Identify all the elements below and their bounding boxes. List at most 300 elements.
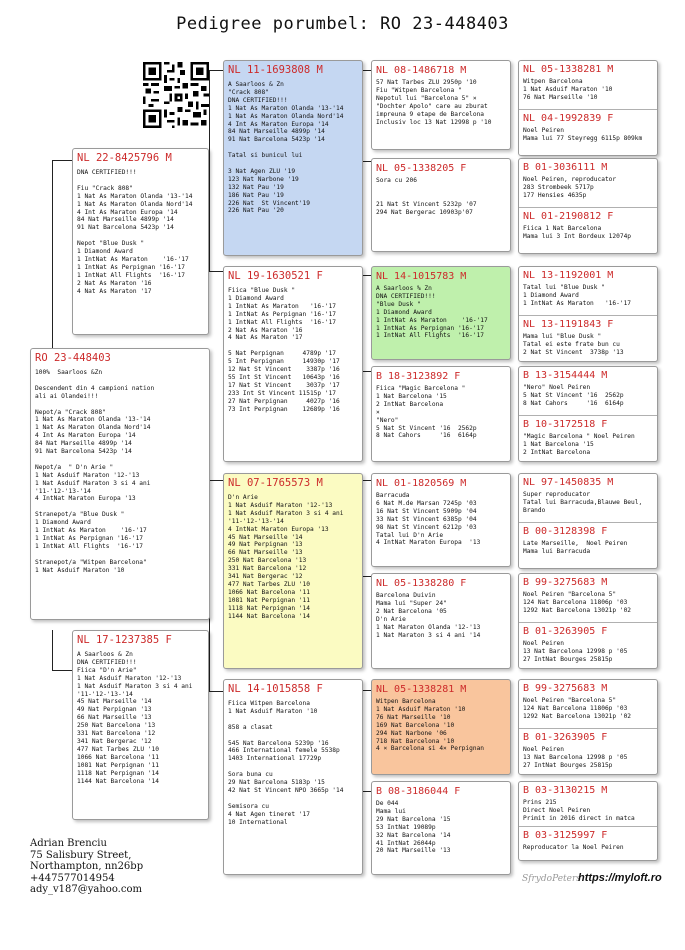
detail-line: 1 IntNat As Perpignan '16-'17 — [376, 324, 485, 332]
detail-line: Barcelona Duivin — [376, 592, 436, 599]
detail-line: 477 Nat Tarbes ZLU '10 — [77, 745, 159, 753]
detail-line: Noel Peiren "Barcelona 5" — [523, 591, 617, 598]
ring-number: NL 13-1192001 M — [523, 270, 614, 281]
detail-line — [228, 716, 358, 724]
detail-line: 20 Nat Marseille '13 — [376, 847, 451, 855]
detail-line: Sora buna cu — [228, 771, 273, 779]
card-details — [523, 78, 653, 102]
ring-number: B 99-3275683 M — [523, 683, 608, 694]
detail-line: 1 Nat As Maraton Olanda '13-'14 — [228, 104, 344, 112]
pedigree-card-g4[interactable] — [519, 267, 657, 315]
detail-line: A Saarloos % Zn — [376, 285, 432, 292]
detail-line: 1 IntNat As Maraton '16-'17 — [376, 316, 488, 324]
pedigree-card-g4[interactable] — [519, 367, 657, 415]
detail-line: 13 Nat Barcelona 12998 p '05 — [523, 647, 628, 655]
detail-line: Stranepot/a "Blue Dusk " — [35, 511, 125, 519]
detail-line: D'n Arie — [228, 494, 258, 501]
detail-line: "Crack 808" — [228, 88, 269, 96]
card-details — [523, 540, 653, 556]
detail-line: A Saarloos & Zn — [228, 81, 284, 88]
detail-line: Fiu "Crack 808" — [77, 184, 133, 192]
detail-line: Prins 215 — [523, 799, 557, 806]
detail-line: 1118 Nat Perpignan '14 — [228, 604, 310, 612]
detail-line: Reproducator la Noel Peiren — [523, 844, 624, 851]
detail-line: Nepot/a " D'n Arie " — [35, 463, 114, 471]
detail-line — [228, 763, 358, 771]
detail-line: 27 IntNat Bourges 25815p — [523, 761, 613, 769]
pedigree-card-sdd[interactable] — [371, 366, 511, 462]
pedigree-card-sire-dam[interactable] — [223, 266, 363, 462]
detail-line: 91 Nat Barcelona 5423p '14 — [77, 224, 174, 232]
ring-number: NL 11-1693808 M — [228, 64, 323, 76]
card-details — [228, 494, 358, 621]
detail-line: Fiica 1 Nat Barcelona — [523, 225, 602, 232]
detail-line: 91 Nat Barcelona 5423p '14 — [228, 136, 325, 144]
detail-line: 294 Nat Narbone '06 — [376, 729, 447, 737]
detail-line: 1 Nat Maraton Olanda '12-'13 — [376, 623, 481, 631]
pedigree-card-g4[interactable] — [519, 109, 657, 156]
detail-line: 91 Nat Barcelona 5423p '14 — [35, 448, 132, 456]
detail-line: 49 Nat Perpignan '13 — [228, 541, 303, 549]
ring-number: B 99-3275683 M — [523, 577, 608, 588]
detail-line: 3 Nat Agen ZLU '19 — [228, 167, 296, 175]
detail-line: DNA CERTIFIED!!! — [77, 658, 137, 666]
detail-line: 33 Nat St Vincent 6385p '04 — [376, 515, 477, 523]
detail-line: 1 Diamond Award — [35, 519, 91, 527]
detail-line: 1144 Nat Barcelona '14 — [228, 612, 310, 620]
detail-line: 5 Nat St Vincent '16 2562p — [376, 424, 477, 432]
ring-number: NL 14-1015783 M — [376, 271, 467, 282]
detail-line: Noel Peiren, reproducator — [523, 176, 617, 183]
detail-line: 17 Nat St Vincent 3037p '17 — [228, 381, 340, 389]
connector-line — [52, 160, 73, 349]
connector-line — [209, 480, 224, 692]
detail-line: 1144 Nat Barcelona '14 — [77, 777, 159, 785]
detail-line: 1 Nat Asduif Maraton '12-'13 — [35, 471, 140, 479]
ring-number: NL 01-2190812 F — [523, 211, 614, 222]
detail-line: 294 Nat Bergerac 10903p'07 — [376, 208, 473, 216]
detail-line: Fiu "Witpen Barcelona " — [376, 86, 462, 94]
detail-line: "Nero" Noel Peiren — [523, 384, 591, 391]
card-details — [523, 284, 653, 308]
detail-line: 477 Nat Tarbes ZLU '10 — [228, 580, 310, 588]
ring-number: NL 05-1338281 M — [376, 684, 467, 695]
detail-line: 1 Nat As Maraton Olanda Nord'14 — [35, 424, 151, 432]
pedigree-card-g4[interactable] — [519, 826, 657, 861]
detail-line: 27 IntNat Bourges 25815p — [523, 655, 613, 663]
detail-line: Fiica "Magic Barcelona " — [376, 385, 466, 392]
pedigree-card-g4[interactable] — [519, 474, 657, 522]
detail-line — [35, 401, 205, 409]
detail-line: 132 Nat Pau '19 — [228, 183, 284, 191]
detail-line: 1 IntNat As Maraton '16-'17 — [35, 527, 147, 535]
detail-line: "Blue Dusk " — [376, 300, 421, 308]
detail-line: 100% Saarloos &Zn — [35, 369, 103, 376]
detail-line: 41 IntNat 26044p — [376, 839, 436, 847]
detail-line: 331 Nat Barcelona '12 — [228, 565, 307, 573]
detail-line: "Nero" — [376, 416, 399, 424]
detail-line: 1 IntNat As Maraton '16-'17 — [228, 302, 337, 310]
detail-line: Tatal lui D'n Arie — [376, 531, 444, 539]
detail-line: 1 Diamond Award — [376, 308, 432, 316]
detail-line: 466 International femele 5538p — [228, 747, 340, 755]
detail-line: 16 Nat St Vincent 5909p '04 — [376, 507, 477, 515]
detail-line — [228, 732, 358, 740]
detail-line: Fiica "Blue Dusk " — [228, 287, 296, 294]
detail-line — [228, 795, 358, 803]
detail-line: 331 Nat Barcelona '12 — [77, 730, 156, 738]
card-details — [77, 651, 204, 785]
pedigree-card-g4[interactable] — [519, 728, 657, 775]
detail-line: 12 Nat St Vincent 3387p '16 — [228, 366, 340, 374]
ring-number: NL 08-1486718 M — [376, 65, 467, 76]
detail-line: Witpen Barcelona — [523, 78, 583, 85]
card-details — [376, 79, 506, 126]
card-details — [523, 640, 653, 664]
ring-number: B 10-3172518 F — [523, 419, 608, 430]
card-details — [376, 285, 506, 340]
detail-line — [35, 503, 205, 511]
pedigree-pair — [518, 60, 658, 156]
detail-line: 858 a clasat — [228, 723, 273, 731]
detail-line: Noel Peiren — [523, 640, 564, 647]
detail-line: 1 Nat As Maraton Olanda '13-'14 — [35, 416, 151, 424]
detail-line: 4 × Barcelona si 4× Perpignan — [376, 745, 485, 753]
card-details — [376, 592, 506, 639]
ring-number: NL 17-1237385 F — [77, 634, 172, 646]
detail-line: 1066 Nat Barcelona '11 — [228, 588, 310, 596]
detail-line: Primit in 2016 direct in matca — [523, 814, 635, 822]
card-details — [523, 697, 653, 721]
detail-line — [228, 160, 358, 168]
detail-line: 4 Int As Maraton Europa '14 — [228, 120, 329, 128]
pedigree-card-g4[interactable] — [519, 415, 657, 462]
detail-line: Late Marseille, Noel Peiren — [523, 540, 628, 547]
detail-line: 1 Nat Asduif Maraton 3 si 4 ani — [228, 509, 344, 517]
detail-line: Tatal si bunicul lui — [228, 152, 303, 160]
detail-line: 1 IntNat All Flights '16-'17 — [376, 332, 485, 340]
detail-line: 2 Nat Barcelona '05 — [376, 607, 447, 615]
card-details — [376, 492, 506, 547]
detail-line: 250 Nat Barcelona '13 — [77, 722, 156, 730]
card-details — [523, 225, 653, 241]
detail-line: 124 Nat Barcelona 11806p '03 — [523, 598, 628, 606]
detail-line: Direct Noel Peiren — [523, 806, 591, 814]
detail-line: 1 Nat As Maraton Olanda Nord'14 — [228, 112, 344, 120]
website-link[interactable]: https://myloft.ro — [578, 872, 662, 884]
ring-number: B 03-3125997 F — [523, 830, 608, 841]
detail-line: 98 Nat St Vincent 6212p '03 — [376, 523, 477, 531]
detail-line: 53 IntNat 19089p — [376, 823, 436, 831]
owner-contact — [30, 838, 143, 896]
detail-line: Mama lui — [376, 807, 406, 815]
ring-number: B 01-3036111 M — [523, 162, 608, 173]
detail-line: 1 IntNat As Perpignan '16-'17 — [228, 310, 337, 318]
detail-line: 8 Nat Cahors '16 6164p — [376, 432, 477, 440]
detail-line: 226 Nat St Vincent'19 — [228, 199, 310, 207]
detail-line: Inclusiv loc 13 Nat 12998 p '10 — [376, 118, 492, 126]
detail-line: 55 Int St Vincent 10643p '16 — [228, 373, 340, 381]
card-details — [376, 385, 506, 440]
detail-line: 1 Nat Barcelona '15 — [523, 440, 594, 448]
detail-line: 233 Int St Vincent 11515p '17 — [228, 389, 337, 397]
pedigree-pair — [518, 473, 658, 569]
detail-line: 27 Nat Perpignan 4027p '16 — [228, 397, 340, 405]
page-title: Pedigree porumbel: RO 23-448403 — [176, 14, 509, 34]
pedigree-pair — [518, 679, 658, 775]
detail-line: 1 IntNat As Perpignan '16-'17 — [35, 534, 144, 542]
detail-line: 29 Nat Barcelona 5183p '15 — [228, 779, 325, 787]
ring-number: NL 14-1015858 F — [228, 683, 323, 695]
detail-line: ali ai Olandei!!! — [35, 392, 99, 400]
card-details — [35, 369, 205, 574]
detail-line: 1 Nat Asduif Maraton '10 — [35, 566, 125, 574]
ring-number: B 01-3263905 F — [523, 626, 608, 637]
detail-line: "Magic Barcelona " Noel Peiren — [523, 433, 635, 440]
detail-line: Nepot/a "Crack 808" — [35, 408, 106, 416]
detail-line: 1 IntNat All Flights '16-'17 — [77, 271, 186, 279]
owner-name: Adrian Brenciu — [30, 838, 107, 849]
card-details — [523, 384, 653, 408]
detail-line: '11-'12-'13-'14 — [228, 517, 284, 525]
pedigree-card-g4[interactable] — [519, 207, 657, 254]
detail-line: Mama lui 3 Int Bordeux 12074p — [523, 232, 632, 240]
ring-number: B 01-3263905 F — [523, 732, 608, 743]
pedigree-card-sss[interactable] — [371, 60, 511, 150]
pedigree-card-g4[interactable] — [519, 782, 657, 826]
qr-code-icon — [143, 62, 209, 128]
detail-line: 4 Int As Maraton Europa '14 — [35, 432, 136, 440]
ring-number: NL 01-1820569 M — [376, 478, 467, 489]
detail-line: 1 IntNat As Maraton '16-'17 — [77, 255, 189, 263]
pedigree-card-dss[interactable] — [371, 473, 511, 567]
card-details — [523, 127, 653, 143]
detail-line: 2 Nat As Maraton '16 — [77, 279, 152, 287]
detail-line: 1 Diamond Award — [523, 291, 579, 299]
detail-line: 1 Nat Asduif Maraton '10 — [376, 705, 466, 713]
ring-number: NL 13-1191843 F — [523, 319, 614, 330]
detail-line: 250 Nat Barcelona '13 — [228, 557, 307, 565]
detail-line: 1 Nat Asduif Maraton 3 si 4 ani — [77, 682, 193, 690]
detail-line: 10 International — [228, 818, 288, 826]
detail-line: "Dochter Apolo" care au zburat — [376, 102, 488, 110]
ring-number: B 18-3123892 F — [376, 371, 461, 382]
pedigree-card-dam-sire[interactable] — [223, 473, 363, 669]
detail-line: 4 IntNat Maraton Europa '13 — [376, 539, 481, 547]
detail-line — [77, 232, 204, 240]
detail-line: 76 Nat Marseille '10 — [523, 93, 598, 101]
detail-line: 226 Nat Pau '20 — [228, 207, 284, 215]
detail-line: 186 Nat Pau '19 — [228, 191, 284, 199]
detail-line: Brando — [523, 506, 546, 514]
ring-number: NL 22-8425796 M — [77, 152, 172, 164]
owner-address: 75 Salisbury Street, — [30, 849, 132, 861]
detail-line: 1 Diamond Award — [228, 294, 284, 302]
signature: SfrydoPeters — [522, 874, 581, 884]
detail-line: 5 Nat Perpignan 4789p '17 — [228, 350, 337, 358]
detail-line: 32 Nat Barcelona '14 — [376, 831, 451, 839]
detail-line: 545 Nat Barcelona 5239p '16 — [228, 739, 329, 747]
detail-line: DNA CERTIFIED!!! — [77, 169, 137, 176]
detail-line: 1 IntNat All Flights '16-'17 — [228, 318, 337, 326]
ring-number: NL 05-1338205 F — [376, 163, 467, 174]
pedigree-card-sire[interactable] — [72, 148, 209, 335]
detail-line: 84 Nat Marseille 4899p '14 — [228, 128, 325, 136]
detail-line — [228, 144, 358, 152]
detail-line: 66 Nat Marseille '13 — [77, 714, 152, 722]
detail-line: 1 IntNat As Maraton '16-'17 — [523, 299, 632, 307]
detail-line — [376, 193, 506, 201]
detail-line: DNA CERTIFIED!!! — [228, 96, 288, 104]
pedigree-card-subject[interactable] — [30, 348, 210, 620]
card-details — [523, 491, 653, 515]
ring-number: NL 07-1765573 M — [228, 477, 323, 489]
detail-line: 2 Nat St Vincent 3738p '13 — [523, 348, 624, 356]
pedigree-card-dam[interactable] — [72, 630, 209, 820]
card-details — [77, 169, 204, 295]
detail-line: 29 Nat Barcelona '15 — [376, 815, 451, 823]
detail-line: 124 Nat Barcelona 11806p '03 — [523, 704, 628, 712]
detail-line: 57 Nat Tarbes ZLU 2950p '10 — [376, 79, 477, 86]
pedigree-card-sire-sire[interactable] — [223, 60, 363, 256]
detail-line: 8 Nat Cahors '16 6164p — [523, 399, 624, 407]
pedigree-card-dds[interactable] — [371, 679, 511, 775]
detail-line: 73 Int Perpignan 12689p '16 — [228, 405, 340, 413]
detail-line: 6 Nat M.de Marsan 7245p '03 — [376, 499, 477, 507]
connector-line — [209, 70, 224, 272]
card-details — [228, 287, 358, 413]
detail-line: 5 Nat St Vincent '16 2562p — [523, 391, 624, 399]
detail-line: 1066 Nat Barcelona '11 — [77, 753, 159, 761]
detail-line: 84 Nat Marseille 4899p '14 — [77, 216, 174, 224]
card-details — [523, 333, 653, 357]
detail-line: Mama lui 77 Steyregg 6115p 809km — [523, 134, 643, 142]
detail-line: Barracuda — [376, 492, 410, 499]
detail-line: Semisora cu — [228, 802, 269, 810]
detail-line: 1 Nat Barcelona '15 — [376, 392, 447, 400]
detail-line: Tatal lui Barracuda,Blauwe Beul, — [523, 498, 643, 506]
pedigree-card-g4[interactable] — [519, 159, 657, 207]
detail-line: Super reproducator — [523, 491, 591, 498]
detail-line: × — [376, 408, 380, 416]
detail-line: 4 IntNat Maraton Europa '13 — [228, 525, 329, 533]
detail-line: 718 Nat Barcelona '10 — [376, 737, 455, 745]
detail-line: Sora cu 206 — [376, 177, 417, 184]
detail-line: '11-'12-'13-'14 — [77, 690, 133, 698]
detail-line: 1 Nat Asduif Maraton '10 — [523, 85, 613, 93]
detail-line: Mama lui "Blue Dusk " — [523, 333, 602, 340]
detail-line: 2 Nat As Maraton '16 — [228, 326, 303, 334]
pedigree-card-ddd[interactable] — [371, 781, 511, 875]
pedigree-pair — [518, 573, 658, 669]
detail-line: 1081 Nat Perpignan '11 — [77, 761, 159, 769]
ring-number: NL 05-1338281 M — [523, 64, 614, 75]
pedigree-card-dsd[interactable] — [371, 573, 511, 669]
ring-number: B 03-3130215 M — [523, 785, 608, 796]
detail-line: 1 Nat Asduif Maraton '12-'13 — [228, 501, 333, 509]
pedigree-pair — [518, 366, 658, 462]
detail-line: D'n Arie — [376, 615, 406, 623]
detail-line: 42 Nat St Vincent NPO 3665p '14 — [228, 786, 344, 794]
card-details — [523, 844, 653, 852]
detail-line: Fiica Witpen Barcelona — [228, 700, 310, 707]
pedigree-card-ssd[interactable] — [371, 158, 511, 252]
detail-line: 1292 Nat Barcelona 13021p '02 — [523, 606, 632, 614]
detail-line: Noel Peiren — [523, 127, 564, 134]
pedigree-pair — [518, 158, 658, 254]
ring-number: B 08-3186044 F — [376, 786, 461, 797]
detail-line: Mama lui "Super 24" — [376, 599, 447, 607]
pedigree-card-dam-dam[interactable] — [223, 679, 363, 875]
detail-line: 1 Nat As Maraton Olanda '13-'14 — [77, 192, 193, 200]
pedigree-card-sds[interactable] — [371, 266, 511, 360]
owner-city: Northampton, nn26bp — [30, 861, 144, 872]
detail-line: 341 Nat Bergerac '12 — [228, 573, 303, 581]
pedigree-card-g4[interactable] — [519, 622, 657, 669]
detail-line — [77, 177, 204, 185]
detail-line — [228, 342, 358, 350]
detail-line: 1 Diamond Award — [77, 248, 133, 256]
card-details — [523, 433, 653, 457]
detail-line: 1 Nat Asduif Maraton '12-'13 — [77, 674, 182, 682]
card-details — [376, 177, 506, 217]
card-details — [523, 746, 653, 770]
detail-line: 4 IntNat Maraton Europa '13 — [35, 495, 136, 503]
detail-line: 49 Nat Perpignan '13 — [77, 706, 152, 714]
detail-line: 1 Nat Asduif Maraton 3 si 4 ani — [35, 479, 151, 487]
owner-phone: +447577014954 — [30, 872, 115, 884]
detail-line: 2 IntNat Barcelona — [376, 400, 444, 408]
pedigree-card-g4[interactable] — [519, 522, 657, 569]
detail-line: 84 Nat Marseille 4899p '14 — [35, 440, 132, 448]
detail-line: 2 IntNat Barcelona — [523, 448, 591, 456]
card-details — [523, 591, 653, 615]
detail-line: Noel Peiren — [523, 746, 564, 753]
detail-line: 177 Hensies 4635p — [523, 191, 587, 199]
detail-line: 1 Nat Asduif Maraton '10 — [228, 707, 318, 715]
detail-line: 66 Nat Marseille '13 — [228, 549, 303, 557]
detail-line: 1 IntNat All Flights '16-'17 — [35, 542, 144, 550]
detail-line: Witpen Barcelona — [376, 698, 436, 705]
card-details — [228, 700, 358, 826]
detail-line: 4 Nat As Maraton '17 — [77, 287, 152, 295]
pedigree-card-g4[interactable] — [519, 574, 657, 622]
detail-line: Nepot "Blue Dusk " — [77, 240, 145, 248]
detail-line — [35, 456, 205, 464]
detail-line — [35, 551, 205, 559]
pedigree-card-g4[interactable] — [519, 680, 657, 728]
detail-line: 283 Strombeek 5717p — [523, 183, 594, 191]
pedigree-card-g4[interactable] — [519, 315, 657, 362]
detail-line: Mama lui Barracuda — [523, 547, 591, 555]
detail-line: 1 Nat Maraton 3 si 4 ani '14 — [376, 631, 481, 639]
detail-line: 169 Nat Barcelona '10 — [376, 721, 455, 729]
ring-number: B 13-3154444 M — [523, 370, 608, 381]
detail-line — [376, 185, 506, 193]
detail-line: De 044 — [376, 800, 399, 807]
card-details — [376, 698, 506, 753]
pedigree-card-g4[interactable] — [519, 61, 657, 109]
card-details — [523, 176, 653, 200]
detail-line: 1 Nat As Maraton Olanda Nord'14 — [77, 200, 193, 208]
detail-line: 13 Nat Barcelona 12998 p '05 — [523, 753, 628, 761]
detail-line: 76 Nat Marseille '10 — [376, 713, 451, 721]
detail-line: Tatal lui "Blue Dusk " — [523, 284, 605, 291]
owner-email[interactable]: ady_v187@yahoo.com — [30, 884, 142, 895]
detail-line: 1118 Nat Perpignan '14 — [77, 769, 159, 777]
detail-line: Noel Peiren "Barcelona 5" — [523, 697, 617, 704]
detail-line: impreuna 9 etape de Barcelona — [376, 110, 485, 118]
